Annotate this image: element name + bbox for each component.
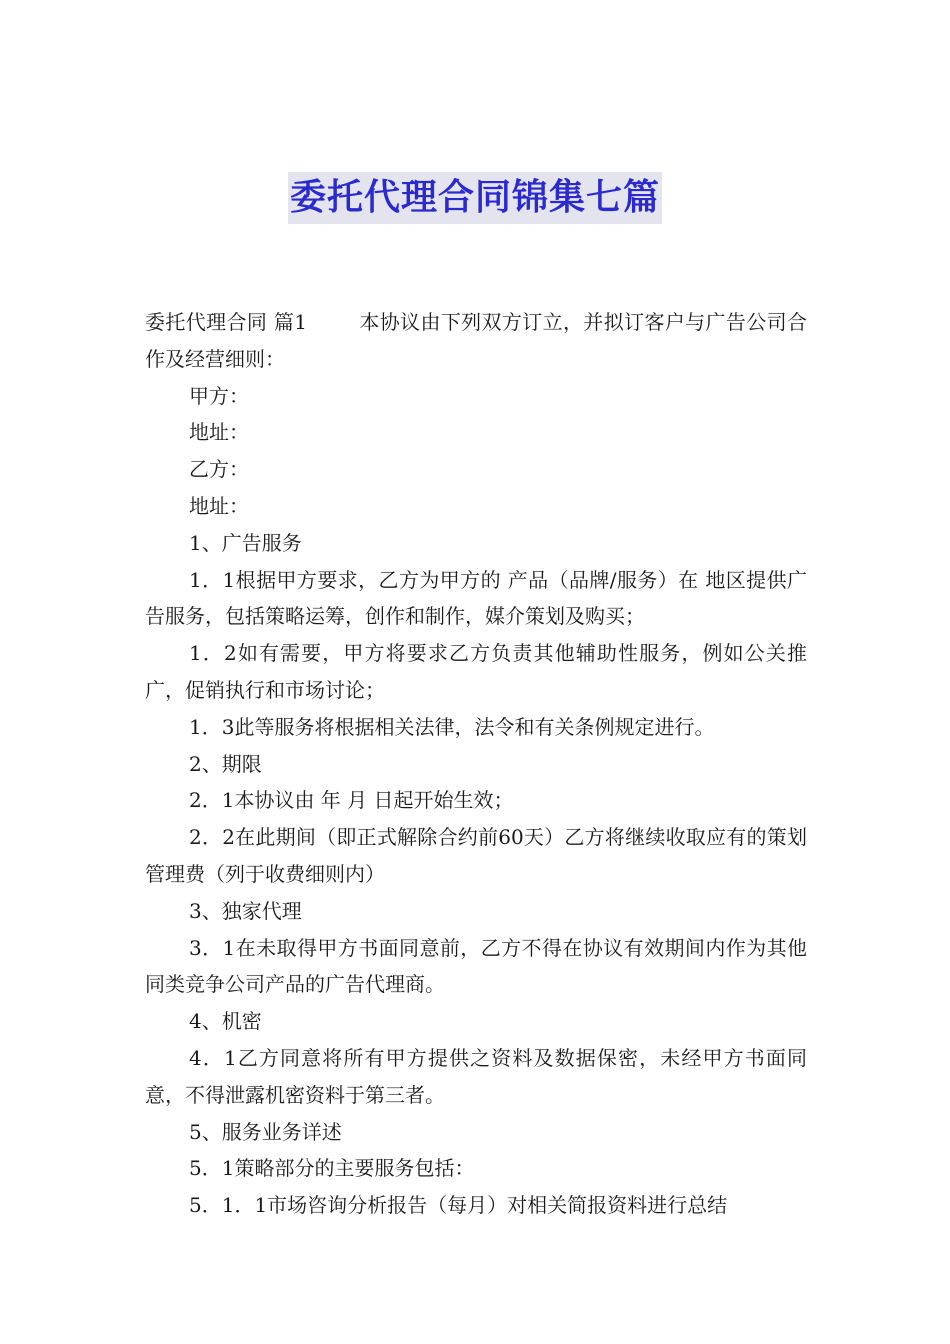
clause-paragraph: 1．3此等服务将根据相关法律，法令和有关条例规定进行。	[189, 714, 715, 739]
section-heading: 5、服务业务详述	[189, 1119, 342, 1144]
intro-paragraph	[145, 304, 807, 378]
clause-paragraph: 5．1．1市场咨询分析报告（每月）对相关简报资料进行总结	[189, 1193, 728, 1218]
clause-paragraph: 1．2如有需要，甲方将要求乙方负责其他辅助性服务，例如公关推广，促销执行和市场讨论；	[145, 641, 807, 702]
section-heading: 4、机密	[189, 1009, 262, 1034]
clause-paragraph: 5．1策略部分的主要服务包括：	[189, 1156, 475, 1181]
document-title: 委托代理合同锦集七篇	[288, 172, 662, 224]
document-body	[145, 304, 807, 1224]
section-heading: 3、独家代理	[189, 898, 302, 923]
party-b-line: 乙方：	[189, 457, 249, 482]
title-container	[0, 172, 950, 224]
clause-paragraph: 3．1在未取得甲方书面同意前，乙方不得在协议有效期间内作为其他同类竞争公司产品的广告代理商。	[145, 935, 807, 997]
section-heading: 1、广告服务	[189, 530, 302, 555]
party-a-line: 甲方：	[189, 383, 249, 408]
intro-text: 本协议由下列双方订立，并拟订客户与广告公司合作及经营细则：	[145, 310, 807, 371]
party-b-address-line: 地址：	[189, 493, 249, 518]
section-heading: 2、期限	[189, 751, 262, 776]
clause-paragraph: 2．1本协议由 年 月 日起开始生效；	[189, 788, 514, 813]
party-a-address-line: 地址：	[189, 420, 249, 445]
clause-paragraph: 4．1乙方同意将所有甲方提供之资料及数据保密，未经甲方书面同意，不得泄露机密资料于第三者。	[145, 1045, 807, 1107]
intro-heading: 委托代理合同 篇1	[145, 310, 307, 334]
clause-paragraph: 1．1根据甲方要求，乙方为甲方的 产品（品牌/服务）在 地区提供广告服务，包括策略运筹，创作和制作，媒介策划及购买；	[145, 567, 807, 629]
clause-paragraph: 2．2在此期间（即正式解除合约前60天）乙方将继续收取应有的策划管理费（列于收费细则内）	[145, 825, 807, 886]
